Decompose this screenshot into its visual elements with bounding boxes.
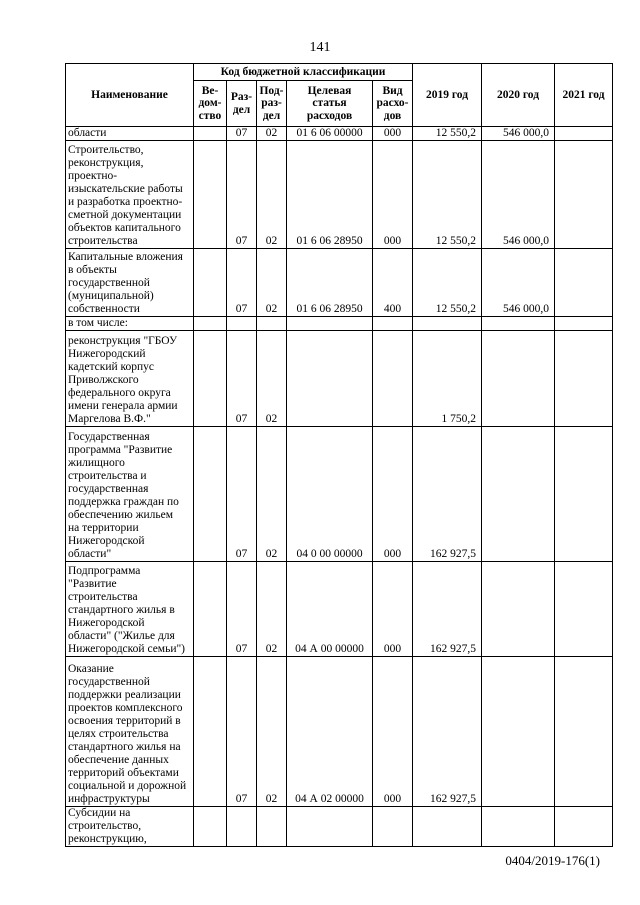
cell-podrazdel: 02: [257, 331, 287, 427]
cell-2019: 12 550,2: [413, 127, 482, 141]
table-row: [66, 141, 613, 249]
cell-razdel: [227, 317, 257, 331]
row-name: Субсидии на строительство, реконструкцию,: [66, 807, 194, 847]
row-name: в том числе:: [66, 317, 194, 331]
header-2021: 2021 год: [555, 64, 613, 127]
cell-2021: [555, 141, 613, 249]
row-name: реконструкция "ГБОУ Нижегородский кадетский корпус Приволжского федерального округа имени генерала армии Маргелова В.Ф.": [66, 331, 194, 427]
cell-2020: [482, 657, 555, 807]
cell-tselevaya-statya: 04 А 00 00000: [287, 562, 373, 657]
cell-vedomstvo: [194, 249, 227, 317]
cell-2020: [482, 331, 555, 427]
cell-razdel: 07: [227, 562, 257, 657]
cell-vedomstvo: [194, 141, 227, 249]
cell-2020: 546 000,0: [482, 141, 555, 249]
cell-vid-raskhodov: [373, 331, 413, 427]
row-name: Государственная программа "Развитие жилищного строительства и государственная поддержка граждан по обеспечению жильем на территории Нижегородской области": [66, 427, 194, 562]
header-vid-raskhodov: Вид расхо- дов: [373, 81, 413, 127]
cell-razdel: 07: [227, 127, 257, 141]
cell-tselevaya-statya: 04 0 00 00000: [287, 427, 373, 562]
cell-vedomstvo: [194, 657, 227, 807]
document-number: 0404/2019-176(1): [505, 853, 600, 868]
cell-tselevaya-statya: [287, 331, 373, 427]
table-row: [66, 427, 613, 562]
cell-podrazdel: 02: [257, 141, 287, 249]
cell-2019: 1 750,2: [413, 331, 482, 427]
cell-2019: [413, 807, 482, 847]
cell-tselevaya-statya: 01 6 06 28950: [287, 141, 373, 249]
cell-vid-raskhodov: [373, 317, 413, 331]
cell-2021: [555, 249, 613, 317]
cell-2019: 12 550,2: [413, 141, 482, 249]
cell-vid-raskhodov: 000: [373, 427, 413, 562]
cell-tselevaya-statya: 01 6 06 00000: [287, 127, 373, 141]
cell-2020: 546 000,0: [482, 127, 555, 141]
table-row: [66, 331, 613, 427]
table-row: [66, 807, 613, 847]
cell-podrazdel: 02: [257, 127, 287, 141]
cell-vedomstvo: [194, 807, 227, 847]
table-body: [66, 127, 613, 847]
header-tselevaya-statya: Целевая статья расходов: [287, 81, 373, 127]
cell-tselevaya-statya: [287, 807, 373, 847]
cell-2019: 162 927,5: [413, 427, 482, 562]
cell-2019: 162 927,5: [413, 562, 482, 657]
cell-razdel: [227, 807, 257, 847]
cell-podrazdel: 02: [257, 249, 287, 317]
header-podrazdel: Под- раз- дел: [257, 81, 287, 127]
cell-2021: [555, 331, 613, 427]
cell-vid-raskhodov: 000: [373, 141, 413, 249]
cell-tselevaya-statya: 01 6 06 28950: [287, 249, 373, 317]
row-name: Оказание государственной поддержки реализации проектов комплексного освоения территорий в целях строительства стандартного жилья на обеспечение данных территорий объектами социальной и дорожной инфраструктуры: [66, 657, 194, 807]
cell-tselevaya-statya: [287, 317, 373, 331]
cell-razdel: 07: [227, 249, 257, 317]
cell-podrazdel: [257, 317, 287, 331]
cell-2020: [482, 427, 555, 562]
budget-table: [65, 63, 613, 847]
cell-razdel: 07: [227, 141, 257, 249]
cell-vedomstvo: [194, 317, 227, 331]
header-name: Наименование: [66, 64, 194, 127]
cell-2021: [555, 562, 613, 657]
cell-podrazdel: 02: [257, 562, 287, 657]
cell-2021: [555, 427, 613, 562]
row-name: Подпрограмма "Развитие строительства стандартного жилья в Нижегородской области" ("Жилье для Нижегородской семьи"): [66, 562, 194, 657]
cell-razdel: 07: [227, 427, 257, 562]
cell-2019: 162 927,5: [413, 657, 482, 807]
cell-vid-raskhodov: 000: [373, 127, 413, 141]
cell-vedomstvo: [194, 331, 227, 427]
cell-2021: [555, 657, 613, 807]
cell-vedomstvo: [194, 562, 227, 657]
cell-vedomstvo: [194, 427, 227, 562]
cell-razdel: 07: [227, 331, 257, 427]
cell-vid-raskhodov: 400: [373, 249, 413, 317]
page-number: 141: [309, 40, 331, 55]
cell-vid-raskhodov: [373, 807, 413, 847]
header-2020: 2020 год: [482, 64, 555, 127]
header-vedomstvo: Ве- дом- ство: [194, 81, 227, 127]
header-2019: 2019 год: [413, 64, 482, 127]
table-row: [66, 317, 613, 331]
cell-2019: 12 550,2: [413, 249, 482, 317]
table-row: [66, 249, 613, 317]
cell-2019: [413, 317, 482, 331]
row-name: Строительство, реконструкция, проектно- изыскательские работы и разработка проектно- сметной документации объектов капитального строительства: [66, 141, 194, 249]
cell-podrazdel: [257, 807, 287, 847]
header-budget-classification: Код бюджетной классификации: [194, 64, 413, 81]
cell-2021: [555, 127, 613, 141]
cell-podrazdel: 02: [257, 427, 287, 562]
cell-2021: [555, 317, 613, 331]
table-row: [66, 127, 613, 141]
cell-2020: [482, 807, 555, 847]
cell-2021: [555, 807, 613, 847]
cell-razdel: 07: [227, 657, 257, 807]
table-row: [66, 562, 613, 657]
row-name: области: [66, 127, 194, 141]
cell-vid-raskhodov: 000: [373, 657, 413, 807]
cell-podrazdel: 02: [257, 657, 287, 807]
cell-2020: [482, 562, 555, 657]
table-row: [66, 657, 613, 807]
cell-2020: 546 000,0: [482, 249, 555, 317]
header-razdel: Раз- дел: [227, 81, 257, 127]
cell-vedomstvo: [194, 127, 227, 141]
cell-tselevaya-statya: 04 А 02 00000: [287, 657, 373, 807]
cell-2020: [482, 317, 555, 331]
row-name: Капитальные вложения в объекты государственной (муниципальной) собственности: [66, 249, 194, 317]
cell-vid-raskhodov: 000: [373, 562, 413, 657]
